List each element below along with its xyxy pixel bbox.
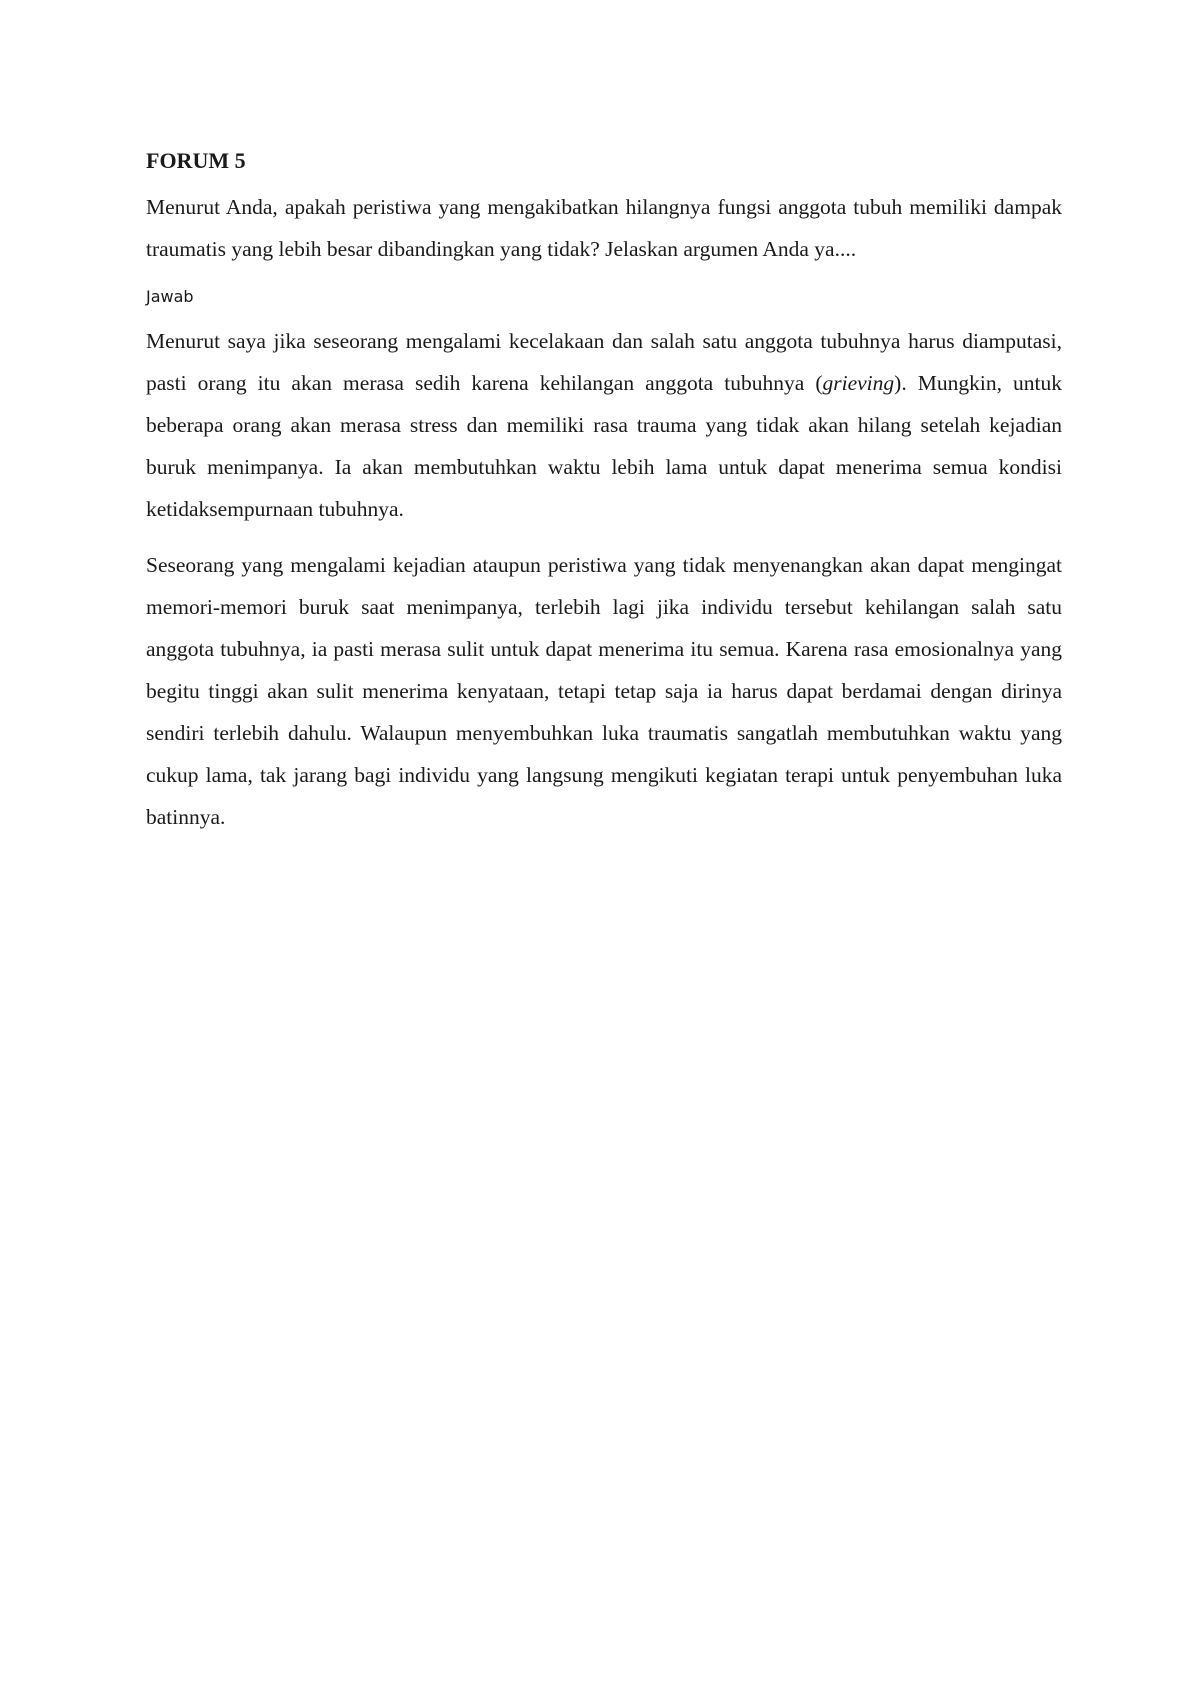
document-title: FORUM 5 bbox=[146, 148, 246, 173]
document-body bbox=[146, 146, 1062, 852]
answer-paragraph-1 bbox=[146, 320, 1062, 530]
answer-paragraph-1-text-b: ). Mungkin, untuk beberapa orang akan merasa stress dan memiliki rasa trauma yang tidak akan hilang setelah kejadian buruk menimpanya. Ia akan membutuhkan waktu lebih lama untuk dapat menerima semua kondisi ketidaksempurnaan tubuhnya. bbox=[146, 371, 1062, 521]
answer-paragraph-1-text-a: Menurut saya jika seseorang mengalami kecelakaan dan salah satu anggota tubuhnya harus diamputasi, pasti orang itu akan merasa sedih karena kehilangan anggota tubuhnya ( bbox=[146, 329, 1062, 395]
answer-paragraph-2: Seseorang yang mengalami kejadian ataupun peristiwa yang tidak menyenangkan akan dapat mengingat memori-memori buruk saat menimpanya, terlebih lagi jika individu tersebut kehilangan salah satu anggota tubuhnya, ia pasti merasa sulit untuk dapat menerima itu semua. Karena rasa emosionalnya yang begitu tinggi akan sulit menerima kenyataan, tetapi tetap saja ia harus dapat berdamai dengan dirinya sendiri terlebih dahulu. Walaupun menyembuhkan luka traumatis sangatlah membutuhkan waktu yang cukup lama, tak jarang bagi individu yang langsung mengikuti kegiatan terapi untuk penyembuhan luka batinnya. bbox=[146, 553, 1062, 829]
question-paragraph: Menurut Anda, apakah peristiwa yang mengakibatkan hilangnya fungsi anggota tubuh memiliki dampak traumatis yang lebih besar dibandingkan yang tidak? Jelaskan argumen Anda ya.... bbox=[146, 195, 1062, 261]
answer-paragraph-1-italic-term: grieving bbox=[822, 371, 895, 395]
answer-label: Jawab bbox=[146, 287, 194, 306]
